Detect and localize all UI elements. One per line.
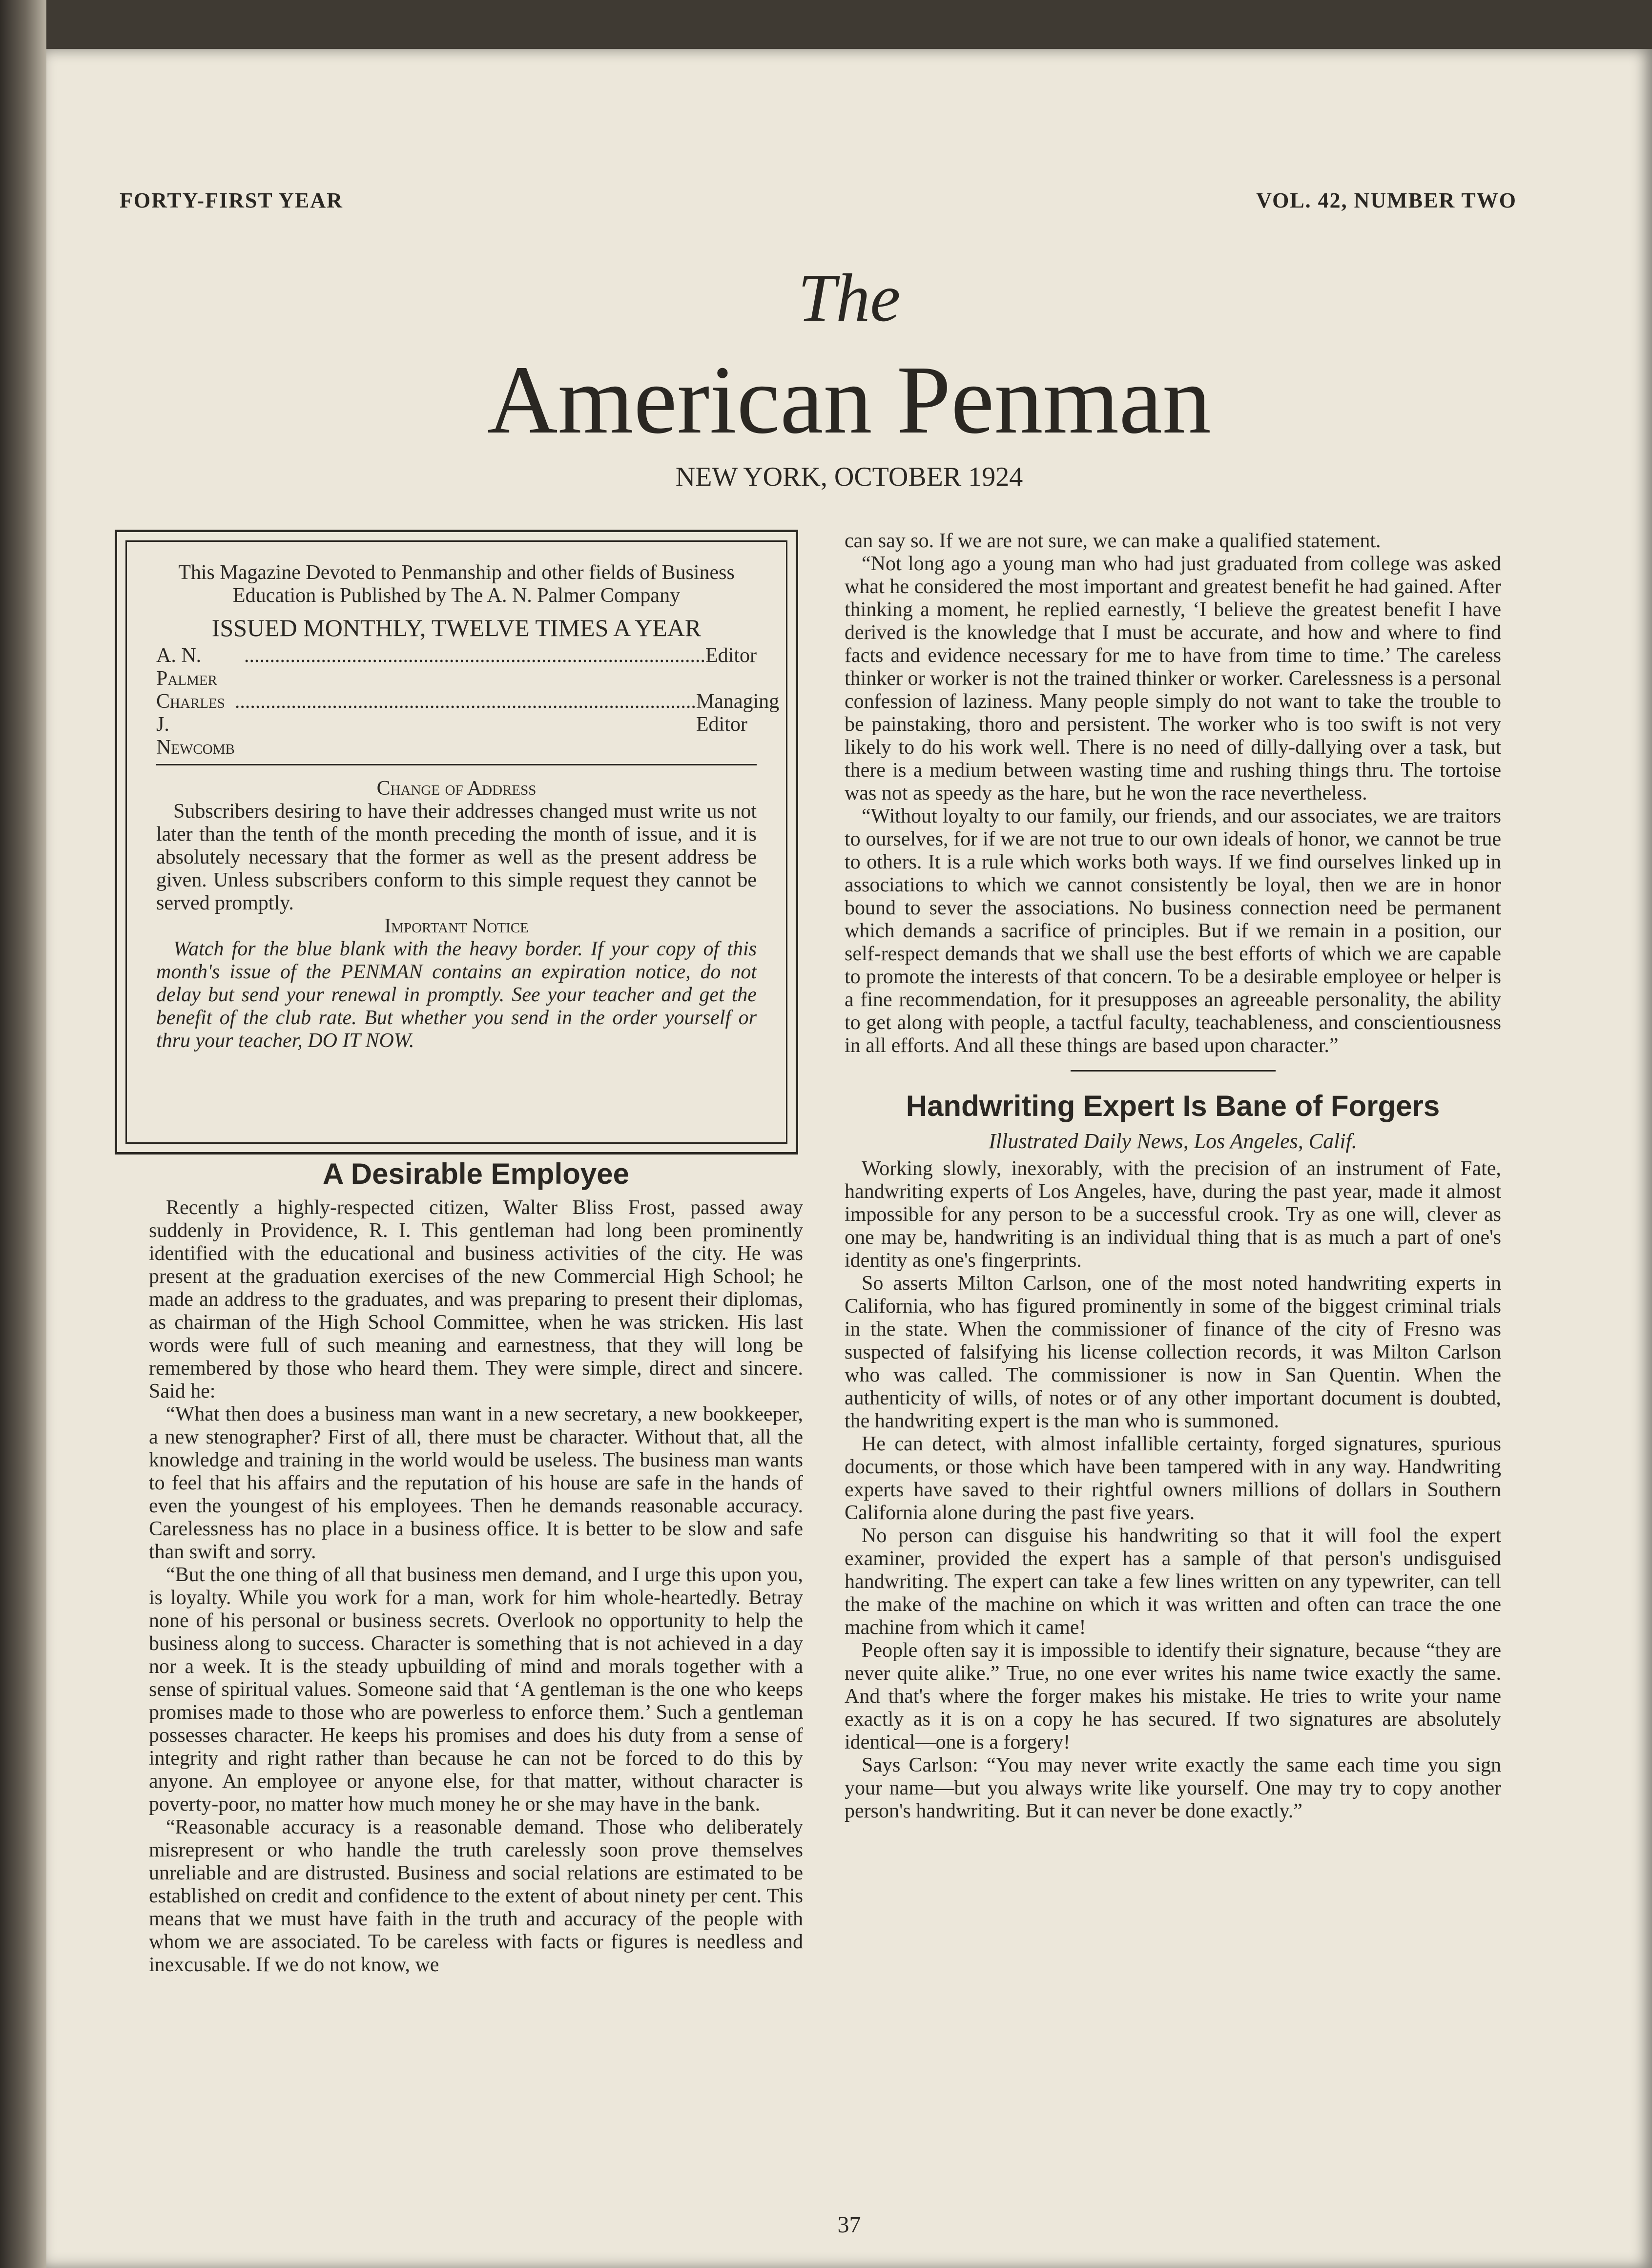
page-number: 37 bbox=[837, 2212, 861, 2238]
managing-editor-role: Managing Editor bbox=[696, 690, 780, 736]
managing-editor-name: Charles J. Newcomb bbox=[156, 690, 235, 759]
issued-line: ISSUED MONTHLY, TWELVE TIMES A YEAR bbox=[211, 614, 702, 641]
year-label: FORTY-FIRST YEAR bbox=[120, 188, 343, 212]
paragraph: Recently a highly-respected citizen, Walter Bliss Frost, passed away suddenly in Providence, R. I. This gentleman had long been prominently identified with the educational and business activities of the city. He was present at the graduation exercises of the new Commercial High School; he made an address to the graduates, and was preparing to present their diplomas, as chairman of the High School Committee, when he was stricken. His last words were full of such meaning and earnestness, that they will long be remembered by those who heard them. They were simple, direct and sincere. Said he: bbox=[149, 1196, 803, 1402]
article-title: A Desirable Employee bbox=[322, 1157, 630, 1190]
article-separator bbox=[1071, 1070, 1276, 1072]
leader-dots: .......................................................................................... bbox=[244, 644, 706, 667]
paragraph: Working slowly, inexorably, with the precision of an instrument of Fate, handwriting experts of Los Angeles, have, during the past year, made it almost impossible for any person to be a successful crook. Try as one will, clever as one may be, handwriting is an individual thing that is as much a part of one's identity as one's fingerprints. bbox=[845, 1157, 1501, 1272]
paragraph: Says Carlson: “You may never write exactly the same each time you sign your name—but you always write like yourself. One may try to copy another person's handwriting. But it can never be done exactly.” bbox=[845, 1754, 1501, 1822]
paragraph: “Not long ago a young man who had just graduated from college was asked what he considered the most important and greatest benefit he had gained. After thinking a moment, he replied earnestly, ‘I believe the greatest benefit I have derived is the knowledge that I must be accurate, and how and where to find facts and evidence necessary for me to have from time to time.’ The careless thinker or worker is not the trained thinker or worker. Carelessness is a personal confession of laziness. Many people simply do not want to take the trouble to be painstaking, thoro and persistent. The worker who is too swift is not very likely to do his work well. There is no need of dilly-dallying over a task, but there is a medium between wasting time and rushing things thru. The tortoise was not as speedy as the hare, but he won the race nevertheless. bbox=[845, 553, 1501, 804]
dateline: NEW YORK, OCTOBER 1924 bbox=[675, 462, 1023, 492]
important-notice-heading: Important Notice bbox=[384, 915, 529, 937]
article-source: Illustrated Daily News, Los Angeles, Calif. bbox=[989, 1129, 1357, 1153]
divider bbox=[156, 764, 757, 765]
paragraph: “Reasonable accuracy is a reasonable demand. Those who deliberately misrepresent or who handle the truth carelessly soon prove themselves unreliable and are distrusted. Business and social relations are estimated to be established on credit and confidence to the extent of about ninety per cent. This means that we must have faith in the truth and accuracy of the people with whom we are associated. To be careless with facts or figures is needless and inexcusable. If we do not know, we bbox=[149, 1816, 803, 1976]
paragraph: People often say it is impossible to identify their signature, because “they are never quite alike.” True, no one ever writes his name twice exactly the same. And that's where the forger makes his mistake. He tries to write your name exactly as it is on a copy he has secured. If two signatures are absolutely identical—one is a forgery! bbox=[845, 1639, 1501, 1753]
change-address-text: Subscribers desiring to have their addresses changed must write us not later than the tenth of the month preceding the month of issue, and it is absolutely necessary that the former as well as the present address be given. Unless subscribers conform to this simple request they cannot be served promptly. bbox=[156, 800, 757, 914]
publisher-intro: This Magazine Devoted to Penmanship and other fields of Business Education is Published by The A. N. Palmer Company bbox=[178, 561, 735, 607]
magazine-title: American Penman bbox=[487, 346, 1211, 454]
article-title: Handwriting Expert Is Bane of Forgers bbox=[906, 1090, 1440, 1122]
paragraph: “But the one thing of all that business men demand, and I urge this upon you, is loyalty. While you work for a man, work for him whole-heartedly. Betray none of his personal or business secrets. Overlook no opportunity to help the business along to success. Character is something that is not achieved in a day nor a week. It is the steady upbuilding of mind and morals together with a sense of spiritual values. Someone said that ‘A gentleman is the one who keeps promises made to those who are powerless to enforce them.’ Such a gentleman possesses character. He keeps his promises and does his duty from a sense of integrity and right rather than because he can not be forced to do this by anyone. An employee or anyone else, for that matter, without character is poverty-poor, no matter how much money he or she may have in the bank. bbox=[149, 1564, 803, 1815]
title-the: The bbox=[798, 260, 901, 336]
paragraph: “Without loyalty to our family, our friends, and our associates, we are traitors to ourselves, for if we are not true to our own ideals of honor, we cannot be true to others. It is a rule which works both ways. If we find ourselves linked up in associations to which we cannot consistently be loyal, then we are in honor bound to sever the associations. No business connection need be permanent which demands a sacrifice of principles. But if we remain in a position, our self-respect demands that we shall use the best efforts of which we are capable to promote the interests of that concern. To be a desirable employee or helper is a fine recommendation, for it presupposes an agreeable personality, the ability to get along with people, a tactful faculty, teachableness, and conscientiousness in all efforts. And all these things are based upon character.” bbox=[845, 805, 1501, 1057]
leader-dots: .......................................................................................... bbox=[234, 690, 696, 713]
change-address-heading: Change of Address bbox=[376, 777, 537, 800]
paragraph: “What then does a business man want in a new secretary, a new bookkeeper, a new stenographer? First of all, there must be character. Without that, all the knowledge and training in the world would be useless. The business man wants to feel that his affairs and the reputation of his house are safe in the hands of even the youngest of his employees. Then he demands reasonable accuracy. Carelessness has no place in a business office. It is better to be slow and safe than swift and sorry. bbox=[149, 1403, 803, 1563]
editor-role: Editor bbox=[705, 644, 757, 667]
info-box bbox=[125, 540, 787, 1144]
right-column bbox=[845, 530, 1501, 1823]
editor-name: A. N. Palmer bbox=[156, 644, 217, 690]
paragraph: So asserts Milton Carlson, one of the most noted handwriting experts in California, who has figured prominently in some of the biggest criminal trials in the state. When the commissioner of finance of the city of Fresno was suspected of falsifying his license collection records, it was Milton Carlson who was called. The commissioner is now in San Quentin. When the authenticity of wills, of notes or of any other important document is doubted, the handwriting expert is the man who is summoned. bbox=[845, 1272, 1501, 1432]
paragraph: He can detect, with almost infallible certainty, forged signatures, spurious documents, or those which have been tampered with in any way. Handwriting experts have saved to their rightful owners millions of dollars in Southern California alone during the past five years. bbox=[845, 1433, 1501, 1524]
paragraph: can say so. If we are not sure, we can make a qualified statement. bbox=[845, 530, 1381, 552]
paragraph: No person can disguise his handwriting so that it will fool the expert examiner, provided the expert has a sample of that person's undisguised handwriting. The expert can take a few lines written on any typewriter, can tell the make of the machine on which it was written and often can trace the one machine from which it came! bbox=[845, 1525, 1501, 1639]
book-spine bbox=[0, 0, 46, 2268]
editor-row bbox=[156, 644, 757, 690]
important-notice-text: Watch for the blue blank with the heavy border. If your copy of this month's issue of the PENMAN contains an expiration notice, do not delay but send your renewal in promptly. See your teacher and get the benefit of the club rate. But whether you send in the order yourself or thru your teacher, DO IT NOW. bbox=[156, 938, 757, 1052]
managing-editor-row bbox=[156, 690, 780, 759]
magazine-page bbox=[46, 49, 1652, 2268]
article-desirable-employee bbox=[149, 1157, 803, 1977]
volume-label: VOL. 42, NUMBER TWO bbox=[1256, 188, 1517, 212]
